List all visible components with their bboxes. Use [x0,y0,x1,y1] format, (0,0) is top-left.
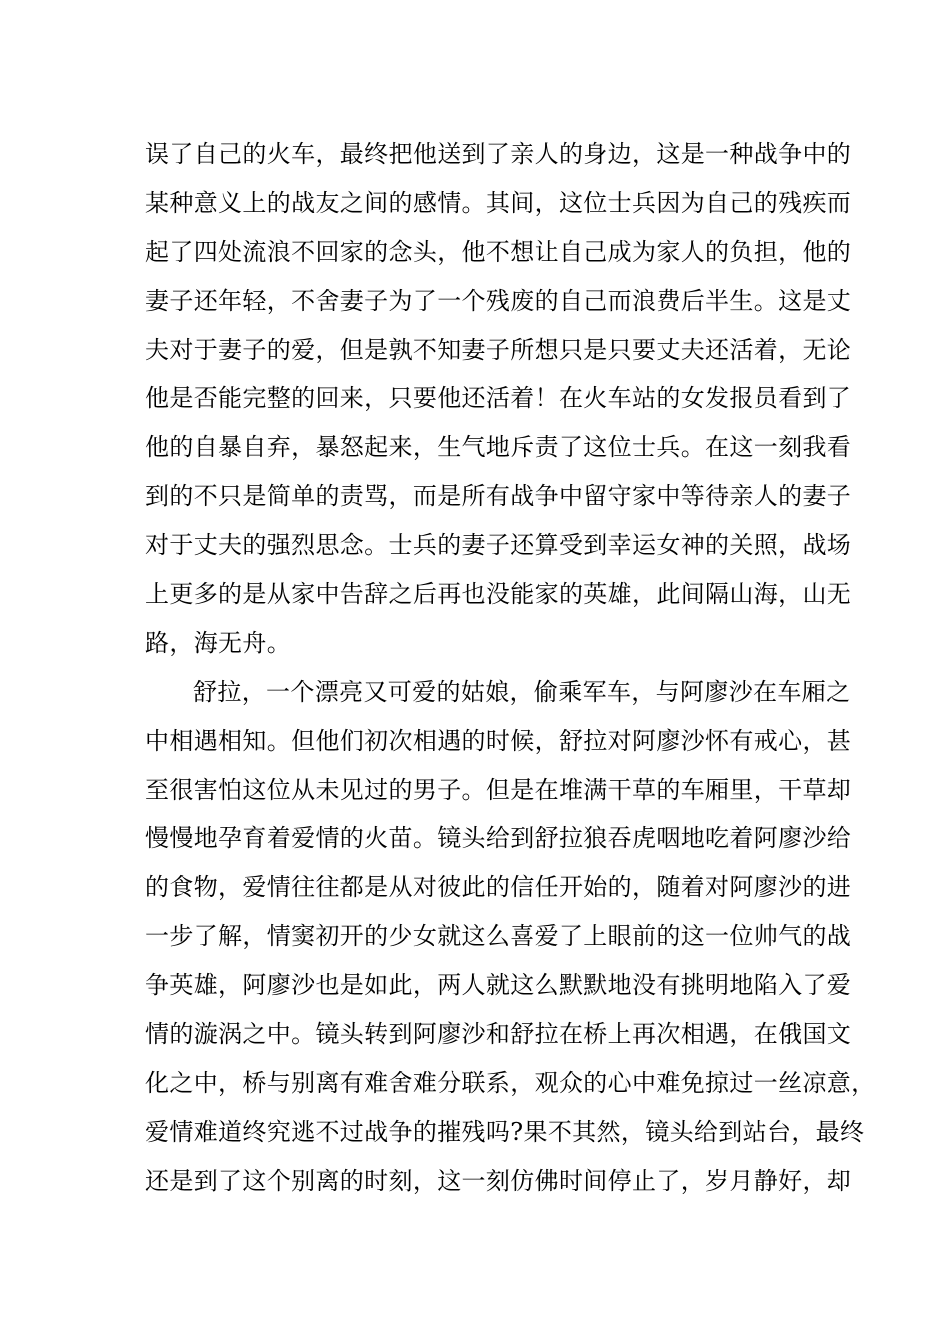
document-body [145,130,876,1206]
text-line: 对于丈夫的强烈思念。士兵的妻子还算受到幸运女神的关照，战场 [145,531,852,560]
text-line: 夫对于妻子的爱，但是孰不知妻子所想只是只要丈夫还活着，无论 [145,335,852,364]
text-line: 妻子还年轻，不舍妻子为了一个残废的自己而浪费后半生。这是丈 [145,286,852,315]
text-line: 中相遇相知。但他们初次相遇的时候，舒拉对阿廖沙怀有戒心，甚 [145,726,852,755]
text-line: 一步了解，情窦初开的少女就这么喜爱了上眼前的这一位帅气的战 [145,922,852,951]
text-line: 情的漩涡之中。镜头转到阿廖沙和舒拉在桥上再次相遇，在俄国文 [145,1020,852,1049]
text-line: 至很害怕这位从未见过的男子。但是在堆满干草的车厢里，干草却 [145,775,852,804]
text-line: 化之中，桥与别离有难舍难分联系，观众的心中难免掠过一丝凉意， [145,1068,876,1097]
text-line: 路，海无舟。 [145,628,292,657]
text-line: 舒拉，一个漂亮又可爱的姑娘，偷乘军车，与阿廖沙在车厢之 [193,677,851,706]
text-line: 争英雄，阿廖沙也是如此，两人就这么默默地没有挑明地陷入了爱 [145,971,852,1000]
text-line: 上更多的是从家中告辞之后再也没能家的英雄，此间隔山海，山无 [145,580,852,609]
text-line: 他是否能完整的回来，只要他还活着！在火车站的女发报员看到了 [145,384,852,413]
text-line: 他的自暴自弃，暴怒起来，生气地斥责了这位士兵。在这一刻我看 [145,433,852,462]
text-line: 爱情难道终究逃不过战争的摧残吗?果不其然，镜头给到站台，最终 [145,1117,865,1146]
text-line: 还是到了这个别离的时刻，这一刻仿佛时间停止了，岁月静好，却 [145,1166,852,1195]
text-line: 慢慢地孕育着爱情的火苗。镜头给到舒拉狼吞虎咽地吃着阿廖沙给 [145,824,852,853]
text-line: 的食物，爱情往往都是从对彼此的信任开始的，随着对阿廖沙的进 [145,873,852,902]
text-line: 起了四处流浪不回家的念头，他不想让自己成为家人的负担，他的 [145,237,852,266]
text-line: 到的不只是简单的责骂，而是所有战争中留守家中等待亲人的妻子 [145,482,852,511]
paragraph-1 [145,130,852,668]
text-line: 误了自己的火车，最终把他送到了亲人的身边，这是一种战争中的 [145,140,852,168]
paragraph-2 [145,668,876,1206]
text-line: 某种意义上的战友之间的感情。其间，这位士兵因为自己的残疾而 [145,188,852,217]
